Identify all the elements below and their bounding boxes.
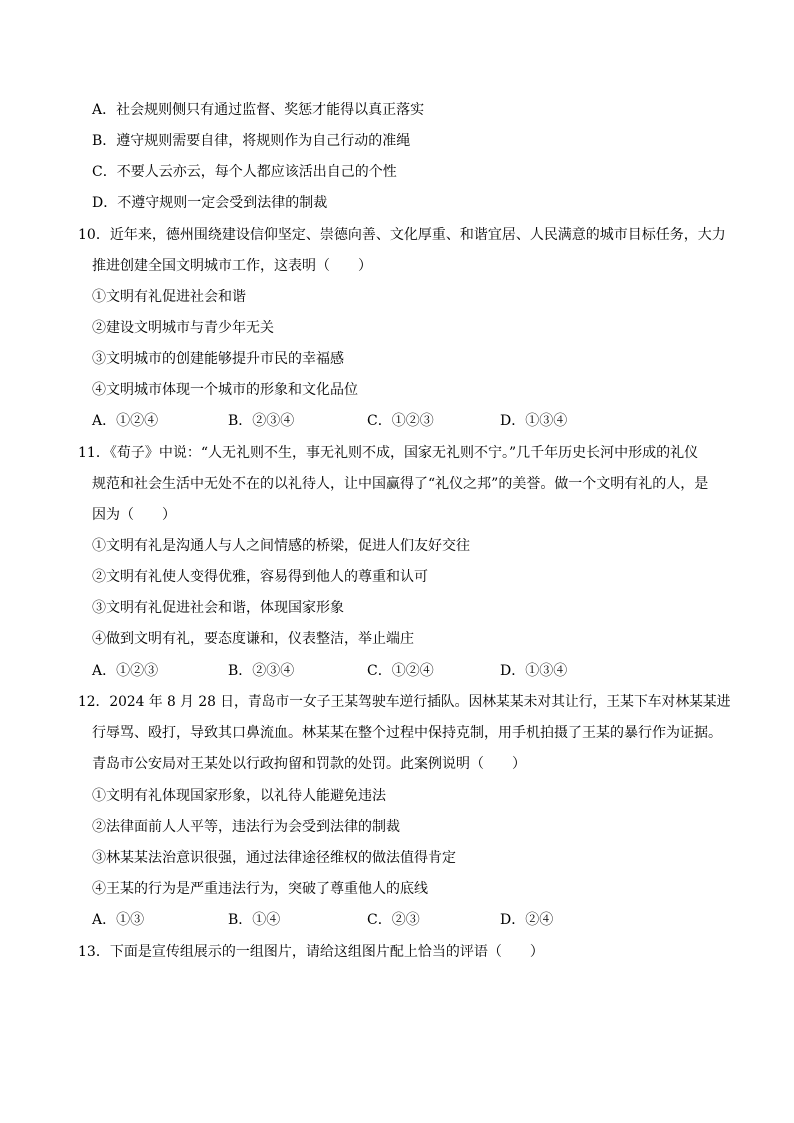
q9-option-a: A．社会规则侧只有通过监督、奖惩才能得以真正落实 bbox=[92, 102, 425, 118]
q12-stem-line-1: 12．2024 年 8 月 28 日，青岛市一女子王某驾驶车逆行插队。因林某某未对其让行，王某下车对林某某进 bbox=[78, 694, 731, 710]
q11-statement-2: ②文明有礼使人变得优雅，容易得到他人的尊重和认可 bbox=[92, 569, 428, 585]
q10-choice-d: D．①③④ bbox=[500, 413, 568, 429]
q11-choice-c: C．①②④ bbox=[367, 663, 434, 679]
q12-choice-b: B．①④ bbox=[228, 912, 281, 928]
q11-statement-3: ③文明有礼促进社会和谐，体现国家形象 bbox=[92, 600, 344, 616]
q12-statement-1: ①文明有礼体现国家形象，以礼待人能避免违法 bbox=[92, 788, 386, 804]
q11-stem-line-1: 11．《荀子》中说：“人无礼则不生，事无礼则不成，国家无礼则不宁。”几千年历史长河中形成的礼仪 bbox=[78, 445, 699, 461]
q10-choice-c: C．①②③ bbox=[367, 413, 434, 429]
q10-statement-1: ①文明有礼促进社会和谐 bbox=[92, 289, 246, 305]
q11-choice-a: A．①②③ bbox=[92, 663, 159, 679]
q11-stem-line-2: 规范和社会生活中无处不在的以礼待人，让中国赢得了“礼仪之邦”的美誉。做一个文明有礼的人，是 bbox=[92, 476, 709, 492]
q10-stem-line-1: 10．近年来，德州围绕建设信仰坚定、崇德向善、文化厚重、和谐宜居、人民满意的城市目标任务，大力 bbox=[78, 227, 726, 243]
q11-stem-line-3: 因为（ ） bbox=[92, 507, 176, 523]
q10-statement-2: ②建设文明城市与青少年无关 bbox=[92, 320, 274, 336]
q12-choice-d: D．②④ bbox=[500, 912, 554, 928]
q11-choice-b: B．②③④ bbox=[228, 663, 295, 679]
q12-stem-line-3: 青岛市公安局对王某处以行政拘留和罚款的处罚。此案例说明（ ） bbox=[92, 756, 526, 772]
q9-option-c: C．不要人云亦云，每个人都应该活出自己的个性 bbox=[92, 164, 397, 180]
q12-statement-3: ③林某某法治意识很强，通过法律途径维权的做法值得肯定 bbox=[92, 850, 456, 866]
q10-choice-a: A．①②④ bbox=[92, 413, 159, 429]
q13-stem-line-1: 13．下面是宣传组展示的一组图片，请给这组图片配上恰当的评语（ ） bbox=[78, 944, 544, 960]
q11-statement-4: ④做到文明有礼，要态度谦和，仪表整洁，举止端庄 bbox=[92, 631, 414, 647]
q11-statement-1: ①文明有礼是沟通人与人之间情感的桥梁，促进人们友好交往 bbox=[92, 538, 470, 554]
q12-statement-2: ②法律面前人人平等，违法行为会受到法律的制裁 bbox=[92, 819, 400, 835]
q12-stem-line-2: 行辱骂、殴打，导致其口鼻流血。林某某在整个过程中保持克制，用手机拍摄了王某的暴行作为证据。 bbox=[92, 725, 722, 741]
q9-option-d: D．不遵守规则一定会受到法律的制裁 bbox=[92, 195, 328, 211]
q12-statement-4: ④王某的行为是严重违法行为，突破了尊重他人的底线 bbox=[92, 881, 428, 897]
q10-stem-line-2: 推进创建全国文明城市工作，这表明（ ） bbox=[92, 258, 372, 274]
q12-choice-a: A．①③ bbox=[92, 912, 145, 928]
q11-choice-d: D．①③④ bbox=[500, 663, 568, 679]
q10-statement-3: ③文明城市的创建能够提升市民的幸福感 bbox=[92, 351, 344, 367]
q12-choice-c: C．②③ bbox=[367, 912, 420, 928]
q9-option-b: B．遵守规则需要自律，将规则作为自己行动的准绳 bbox=[92, 133, 411, 149]
q10-choice-b: B．②③④ bbox=[228, 413, 295, 429]
q10-statement-4: ④文明城市体现一个城市的形象和文化品位 bbox=[92, 382, 358, 398]
